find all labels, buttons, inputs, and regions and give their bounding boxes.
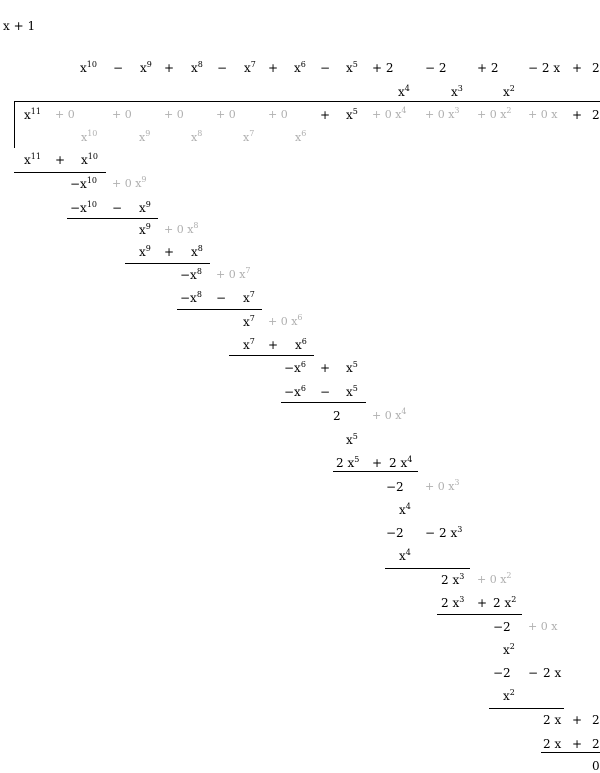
- step-term: $-x^{10}$: [70, 176, 98, 191]
- step-term: $x^2$: [503, 642, 515, 657]
- dividend-term: + 0 $x^3$: [425, 106, 460, 121]
- step-term: + 0 $x^7$: [216, 266, 251, 281]
- quotient-term: $x^7$: [244, 60, 256, 75]
- step-term: + 0 $x^6$: [268, 313, 303, 328]
- step-term: + 0 $x^8$: [164, 221, 199, 236]
- step-term: $x^8$: [191, 244, 203, 259]
- quotient-term: + 2: [372, 61, 394, 75]
- division-bar: [14, 101, 600, 102]
- division-bracket: [14, 101, 15, 148]
- step-term: +: [477, 596, 488, 610]
- subtraction-rule: [67, 218, 158, 219]
- dividend-term: $x^7$: [243, 129, 255, 144]
- quotient-term: $x^5$: [346, 60, 358, 75]
- step-term: $x^6$: [295, 337, 307, 352]
- step-term: $x^7$: [243, 314, 255, 329]
- subtraction-rule: [229, 355, 314, 356]
- step-term: + 0 x: [528, 620, 558, 633]
- dividend-term: $x^5$: [346, 107, 358, 122]
- subtraction-rule: [333, 471, 418, 472]
- dividend-term: $x^{11}$: [24, 107, 41, 122]
- step-term: + 0 $x^4$: [372, 407, 407, 422]
- step-term: $x^{11}$: [24, 152, 41, 167]
- step-term: 2: [333, 409, 341, 423]
- step-term: $-x^8$: [180, 267, 202, 282]
- step-term: −2: [493, 620, 511, 634]
- subtraction-rule: [541, 752, 600, 753]
- quotient-term: $x^{10}$: [80, 60, 97, 75]
- step-term: 2 $x^3$: [441, 595, 465, 610]
- quotient-term: $x^4$: [398, 84, 410, 99]
- dividend-term: $x^6$: [295, 129, 307, 144]
- subtraction-rule: [281, 402, 366, 403]
- dividend-term: +: [572, 108, 583, 122]
- step-term: +: [268, 338, 279, 352]
- step-term: −2: [386, 480, 404, 494]
- quotient-term: −: [217, 61, 228, 75]
- step-term: 2: [592, 737, 600, 751]
- quotient-term: +: [164, 61, 175, 75]
- step-term: 2 x: [543, 713, 562, 727]
- divisor: x + 1: [3, 19, 36, 33]
- step-term: 2 $x^5$: [336, 455, 360, 470]
- step-term: $x^{10}$: [81, 152, 98, 167]
- dividend-term: $x^8$: [191, 129, 203, 144]
- step-term: −2: [493, 666, 511, 680]
- step-term: $x^7$: [243, 290, 255, 305]
- dividend-term: + 0 $x^2$: [477, 106, 512, 121]
- step-term: $-x^6$: [284, 384, 306, 399]
- step-term: +: [320, 361, 331, 375]
- step-term: +: [372, 456, 383, 470]
- subtraction-rule: [385, 568, 470, 569]
- quotient-term: $x^9$: [140, 60, 152, 75]
- step-term: 0: [592, 759, 600, 773]
- quotient-term: − 2: [425, 61, 447, 75]
- dividend-term: $x^{10}$: [81, 129, 98, 144]
- step-term: −: [320, 385, 331, 399]
- quotient-term: 2: [592, 61, 600, 75]
- dividend-term: + 0: [216, 108, 236, 121]
- step-term: 2 x: [543, 666, 562, 680]
- step-term: −: [528, 666, 539, 680]
- quotient-term: +: [572, 61, 583, 75]
- step-term: $-x^{10}$: [70, 200, 98, 215]
- step-term: 2 $x^3$: [439, 525, 463, 540]
- step-term: $x^5$: [346, 384, 358, 399]
- quotient-term: −: [113, 61, 124, 75]
- step-term: $x^9$: [139, 244, 151, 259]
- step-term: −: [216, 291, 227, 305]
- step-term: $x^7$: [243, 337, 255, 352]
- step-term: $-x^6$: [284, 360, 306, 375]
- step-term: +: [572, 737, 583, 751]
- step-term: −: [425, 526, 436, 540]
- step-term: 2 $x^4$: [389, 455, 413, 470]
- subtraction-rule: [437, 614, 522, 615]
- step-term: +: [55, 153, 66, 167]
- step-term: $x^2$: [503, 688, 515, 703]
- quotient-term: + 2: [477, 61, 499, 75]
- dividend-term: + 0 $x^4$: [372, 106, 407, 121]
- quotient-term: −: [320, 61, 331, 75]
- step-term: +: [164, 245, 175, 259]
- dividend-term: + 0: [268, 108, 288, 121]
- subtraction-rule: [177, 309, 262, 310]
- step-term: + 0 $x^9$: [112, 175, 147, 190]
- step-term: 2 $x^2$: [493, 595, 517, 610]
- step-term: $x^9$: [139, 200, 151, 215]
- step-term: $x^5$: [346, 432, 358, 447]
- step-term: + 0 $x^2$: [477, 571, 512, 586]
- step-term: + 0 $x^3$: [425, 478, 460, 493]
- step-term: $x^4$: [399, 502, 411, 517]
- subtraction-rule: [14, 172, 106, 173]
- dividend-term: $x^9$: [139, 129, 151, 144]
- quotient-term: $x^6$: [294, 60, 306, 75]
- dividend-term: + 0 x: [528, 108, 558, 121]
- quotient-term: $x^3$: [451, 84, 463, 99]
- subtraction-rule: [125, 263, 210, 264]
- step-term: 2 $x^3$: [441, 572, 465, 587]
- step-term: $-x^8$: [180, 290, 202, 305]
- step-term: +: [572, 713, 583, 727]
- dividend-term: + 0: [55, 108, 75, 121]
- dividend-term: + 0: [112, 108, 132, 121]
- dividend-term: 2: [592, 108, 600, 122]
- quotient-term: − 2 x: [528, 61, 561, 75]
- quotient-term: +: [268, 61, 279, 75]
- subtraction-rule: [489, 708, 564, 709]
- step-term: $x^4$: [399, 548, 411, 563]
- step-term: $x^9$: [139, 222, 151, 237]
- dividend-term: +: [320, 108, 331, 122]
- step-term: 2 x: [543, 737, 562, 751]
- quotient-term: $x^8$: [191, 60, 203, 75]
- step-term: −2: [386, 526, 404, 540]
- step-term: −: [112, 201, 123, 215]
- step-term: 2: [592, 713, 600, 727]
- step-term: $x^5$: [346, 360, 358, 375]
- dividend-term: + 0: [164, 108, 184, 121]
- quotient-term: $x^2$: [503, 84, 515, 99]
